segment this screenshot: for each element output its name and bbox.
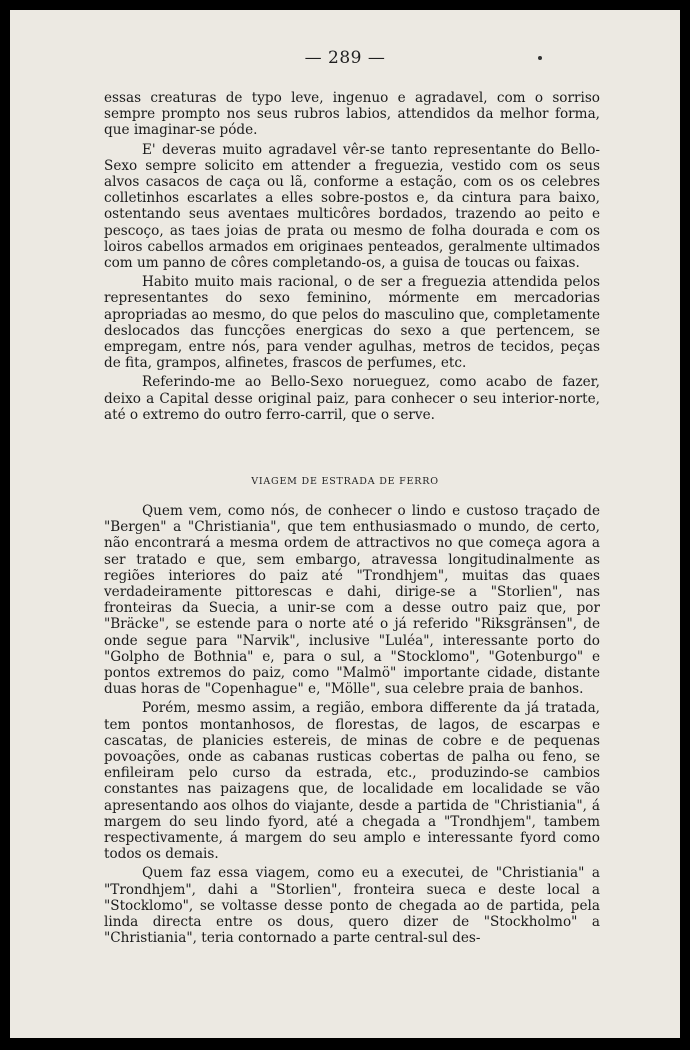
- paragraph: Referindo-me ao Bello-Sexo norueguez, como acabo de fazer, deixo a Capital desse original paiz, para conhecer o seu interior-norte, até o extremo do outro ferro-carril, que o serve.: [104, 374, 600, 423]
- paragraph: E' deveras muito agradavel vêr-se tanto representante do Bello-Sexo sempre solicito em attender a freguezia, vestido com os seus alvos casacos de caça ou lã, conforme a estação, com os os celebres colletinhos escarlates a elles sobre-postos e, da cintura para baixo, ostentando seus aventaes multicôres bordados, trazendo ao peito e pescoço, as taes joias de prata ou mesmo de folha dourada e com os loiros cabellos armados em originaes penteados, geralmente ultimados com um panno de côres completando-os, a guisa de toucas ou faixas.: [104, 141, 600, 272]
- page-number: — 289 —: [304, 48, 386, 68]
- paragraph: Quem vem, como nós, de conhecer o lindo e custoso traçado de "Bergen" a "Christiania", que tem enthusiasmado o mundo, de certo, não encontrará a mesma ordem de attractivos no que começa agora a ser tratado e que, sem embargo, atravessa longitudinalmente as regiões interiores do paiz até "Trondhjem", muitas das quaes verdadeiramente pittorescas e dahi, dirige-se a "Storlien", nas fronteiras da Suecia, a unir-se com a desse outro paiz que, por "Bräcke", se estende para o norte até o já referido "Riksgränsen", de onde segue para "Narvik", inclusive "Luléa", interessante porto do "Golpho de Bothnia" e, para o sul, a "Stocklomo", "Gotenburgo" e pontos extremos do paiz, como "Malmö" importante cidade, distante duas horas de "Copenhague" e, "Mölle", sua celebre praia de banhos.: [104, 503, 600, 698]
- paragraph: Habito muito mais racional, o de ser a freguezia attendida pelos representantes do sexo feminino, mórmente em mercadorias apropriadas ao mesmo, do que pelos do masculino que, completamente deslocados das funcções energicas do sexo a que pertencem, se empregam, entre nós, para vender agulhas, metros de tecidos, peças de fita, grampos, alfinetes, frascos de perfumes, etc.: [104, 274, 600, 372]
- ink-speck: [538, 56, 542, 60]
- paragraph: essas creaturas de typo leve, ingenuo e agradavel, com o sorriso sempre prompto nos seus rubros labios, attendidos da melhor forma, que imaginar-se póde.: [104, 90, 600, 139]
- paragraph: Quem faz essa viagem, como eu a executei, de "Christiania" a "Trondhjem", dahi a "Storlien", fronteira sueca e deste local a "Stocklomo", se voltasse desse ponto de chegada ao de partida, pela linda directa entre os dous, quero dizer de "Stockholmo" a "Christiania", teria contornado a parte central-sul des-: [104, 865, 600, 947]
- paragraph: Porém, mesmo assim, a região, embora differente da já tratada, tem pontos montanhosos, de florestas, de lagos, de escarpas e cascatas, de planicies estereis, de minas de cobre e de pequenas povoações, onde as cabanas rusticas cobertas de palha ou feno, se enfileiram pelo curso da estrada, etc., produzindo-se cambios constantes nas paizagens que, de localidade em localidade se vão apresentando aos olhos do viajante, desde a partida de "Christiania", á margem do seu lindo fyord, até a chegada a "Trondhjem", tambem respectivamente, á margem do seu amplo e interessante fyord como todos os demais.: [104, 700, 600, 863]
- section-2-text: [104, 503, 600, 949]
- section-heading: VIAGEM DE ESTRADA DE FERRO: [251, 476, 439, 487]
- section-1-text: [104, 90, 600, 426]
- book-page: [10, 10, 680, 1038]
